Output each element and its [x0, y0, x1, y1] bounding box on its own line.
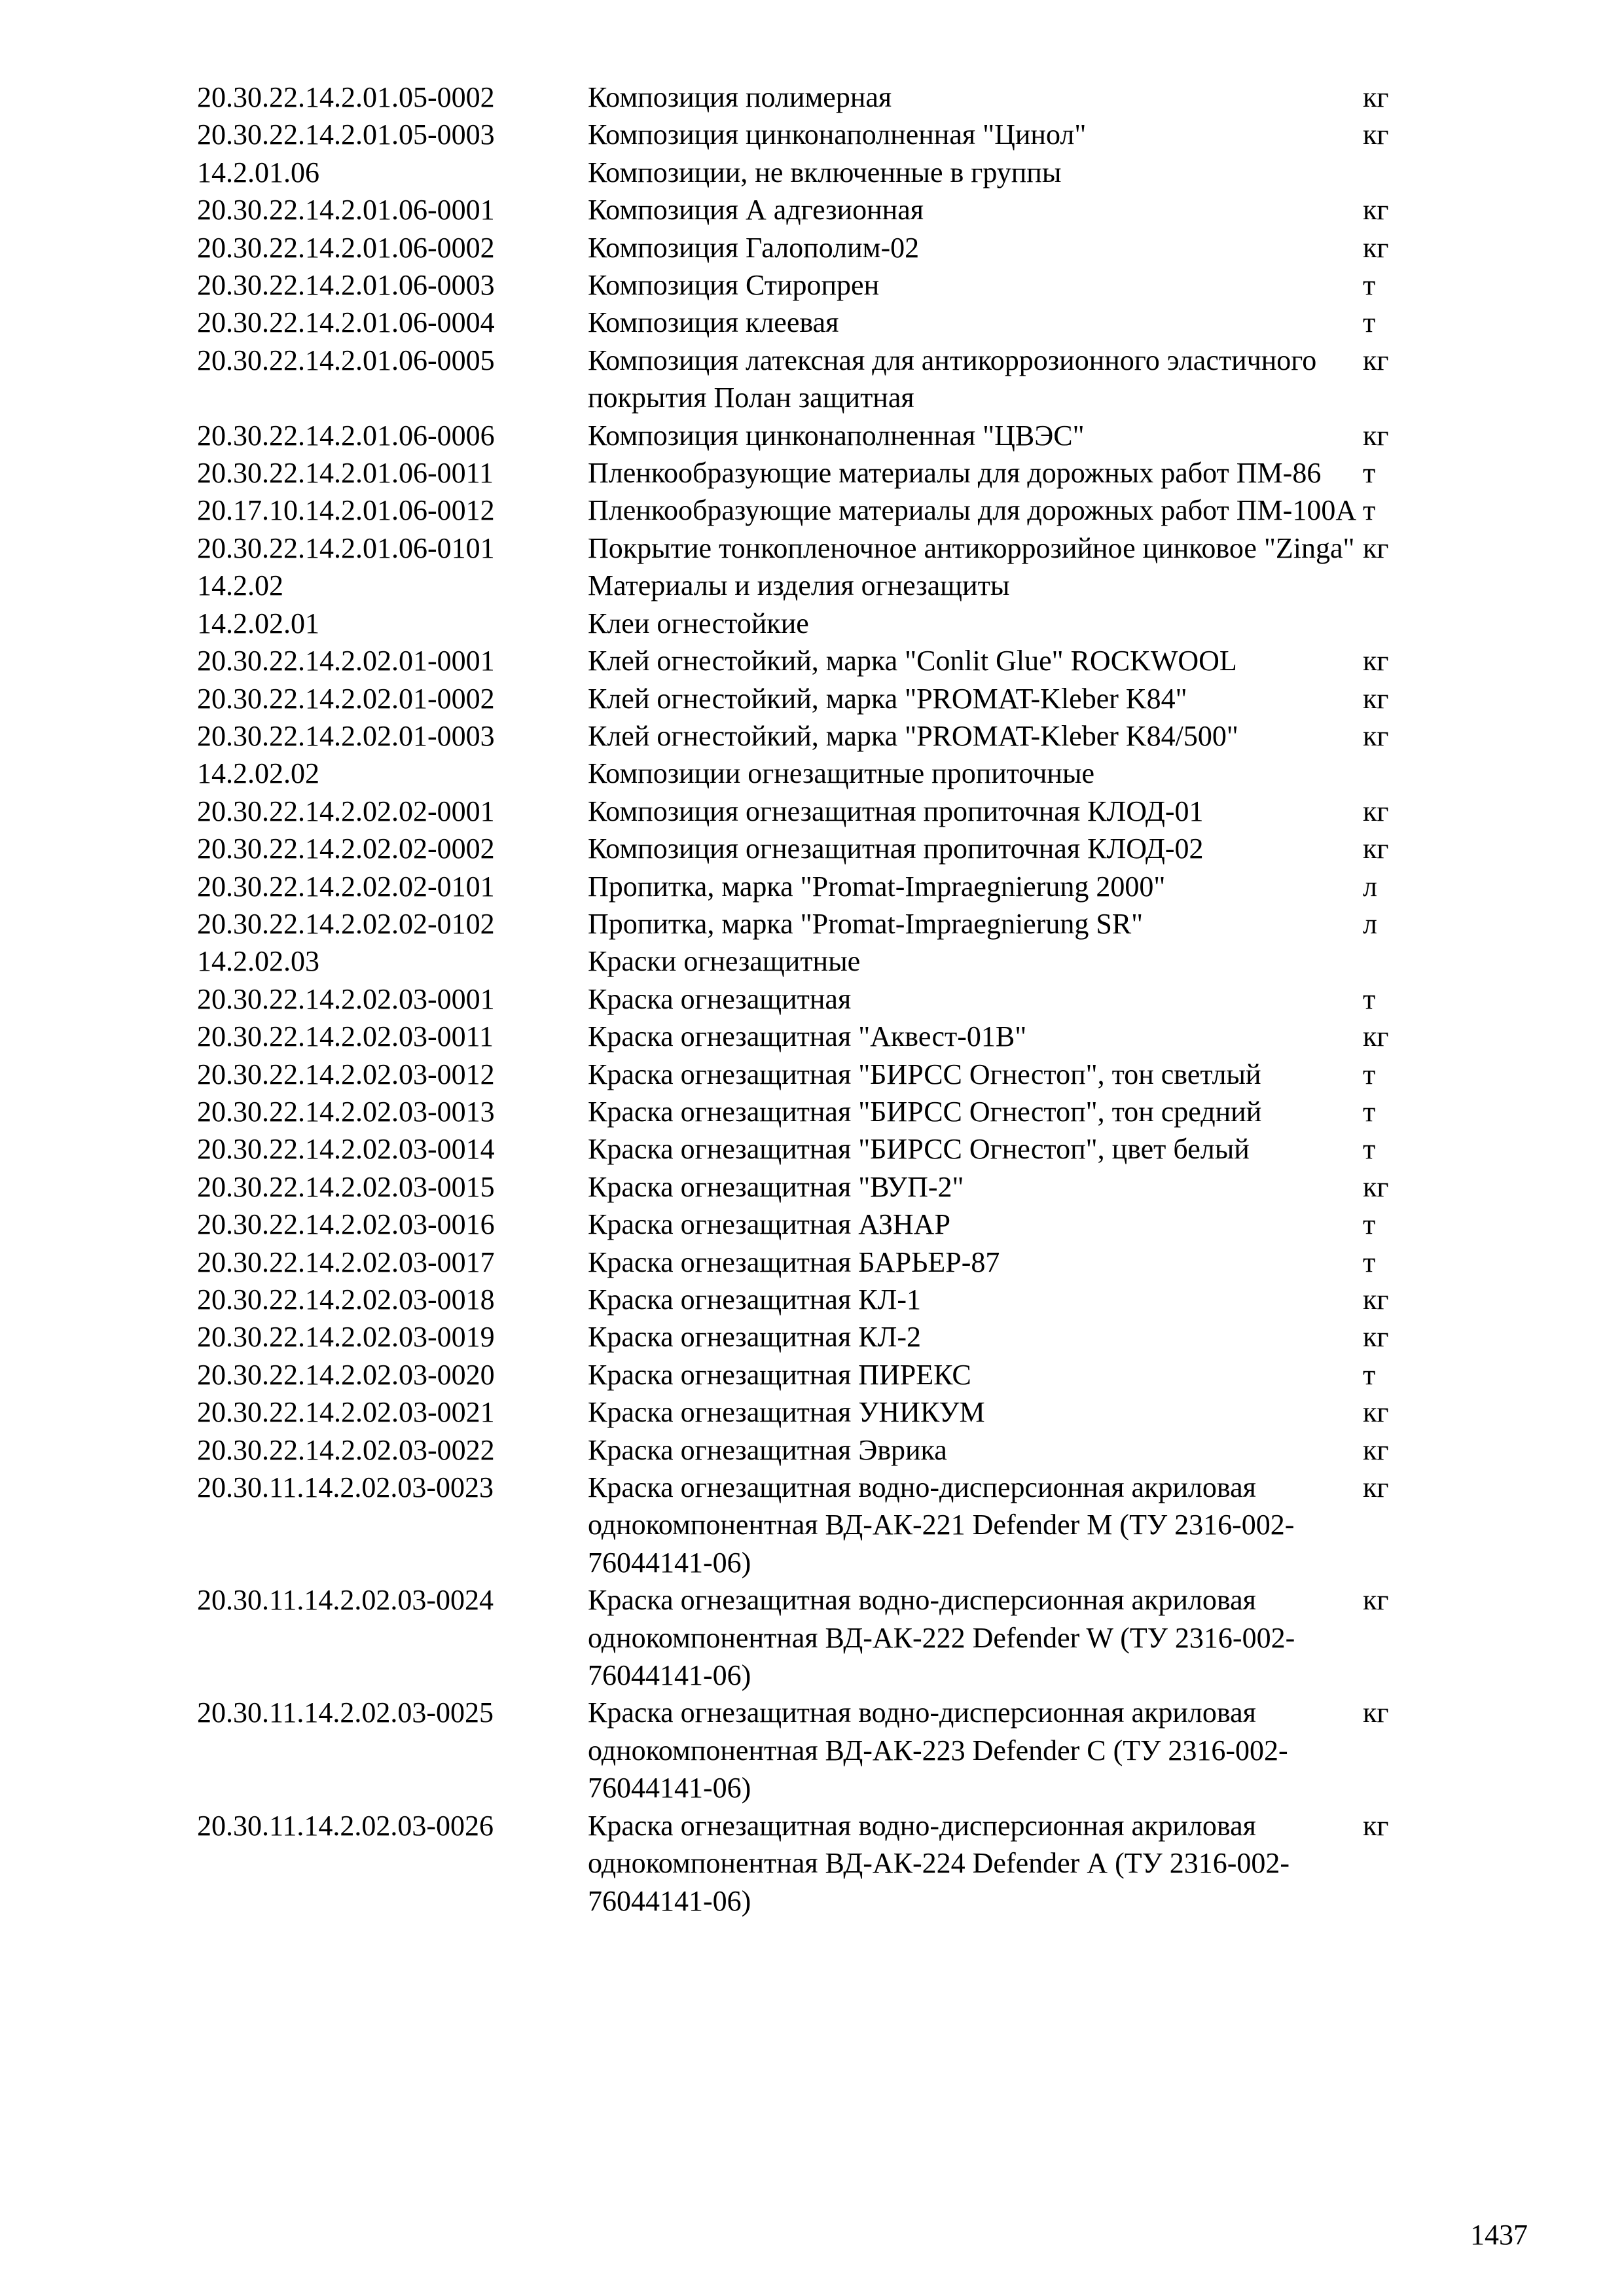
item-code: 20.30.22.14.2.01.06-0003	[197, 269, 495, 302]
item-code: 20.30.22.14.2.02.03-0013	[197, 1095, 495, 1128]
list-item	[197, 868, 1441, 905]
item-name: Композиция цинконаполненная "ЦВЭС"	[588, 419, 1085, 452]
item-unit: кг	[1363, 1396, 1389, 1429]
item-unit: т	[1363, 1246, 1376, 1278]
list-item	[197, 1056, 1441, 1093]
item-code: 20.30.11.14.2.02.03-0023	[197, 1471, 494, 1504]
item-name: Покрытие тонкопленочное антикоррозийное цинковое "Zinga"	[588, 531, 1355, 564]
item-name: Клей огнестойкий, марка "PROMAT-Kleber K84"	[588, 682, 1187, 715]
item-code: 20.30.22.14.2.02.02-0002	[197, 833, 495, 865]
item-unit: кг	[1363, 1696, 1389, 1729]
item-code: 14.2.02.01	[197, 607, 319, 639]
item-unit: т	[1363, 1058, 1376, 1090]
item-name: Клей огнестойкий, марка "Conlit Glue" ROCKWOOL	[588, 645, 1237, 677]
list-item	[197, 1093, 1441, 1130]
list-item	[197, 1168, 1441, 1206]
item-code: 20.30.22.14.2.02.03-0020	[197, 1358, 495, 1391]
item-code: 20.30.22.14.2.02.02-0001	[197, 795, 495, 827]
item-unit: кг	[1363, 1170, 1389, 1203]
item-name: Композиции, не включенные в группы	[588, 156, 1062, 188]
item-code: 20.30.22.14.2.01.06-0001	[197, 194, 495, 226]
item-name: Композиция А адгезионная	[588, 194, 924, 226]
item-unit: л	[1363, 907, 1377, 940]
item-code: 14.2.02.02	[197, 757, 319, 790]
item-name: Композиция огнезащитная пропиточная КЛОД-01	[588, 795, 1204, 827]
item-code: 20.30.22.14.2.01.05-0003	[197, 118, 495, 151]
list-item	[197, 1356, 1441, 1393]
item-unit: кг	[1363, 419, 1389, 452]
list-item	[197, 1469, 1441, 1581]
item-unit: кг	[1363, 833, 1389, 865]
item-code: 20.30.22.14.2.02.02-0101	[197, 870, 495, 903]
item-unit: кг	[1363, 1584, 1389, 1617]
item-name: Краска огнезащитная ПИРЕКС	[588, 1358, 971, 1391]
item-code: 20.30.22.14.2.02.03-0014	[197, 1133, 495, 1166]
list-item	[197, 1393, 1441, 1431]
item-name: Пропитка, марка "Promat-Impraegnierung SR"	[588, 907, 1144, 940]
item-name: Клей огнестойкий, марка "PROMAT-Kleber K84/500"	[588, 719, 1238, 752]
item-code: 20.30.22.14.2.01.06-0011	[197, 457, 494, 490]
item-name: Композиция латексная для антикоррозионного эластичного покрытия Полан защитная	[588, 344, 1317, 414]
item-unit: кг	[1363, 531, 1389, 564]
item-code: 14.2.01.06	[197, 156, 319, 188]
list-item	[197, 942, 1441, 980]
list-item	[197, 229, 1441, 266]
item-unit: кг	[1363, 231, 1389, 264]
item-code: 20.30.22.14.2.01.06-0005	[197, 344, 495, 376]
list-item	[197, 1431, 1441, 1469]
list-item	[197, 793, 1441, 830]
item-unit: кг	[1363, 645, 1389, 677]
list-item	[197, 116, 1441, 153]
item-name: Композиция Галополим-02	[588, 231, 920, 264]
item-unit: т	[1363, 306, 1376, 339]
item-name: Краска огнезащитная "ВУП-2"	[588, 1170, 964, 1203]
item-name: Краска огнезащитная БАРЬЕР-87	[588, 1246, 1000, 1278]
list-item	[197, 154, 1441, 191]
item-code: 20.30.22.14.2.02.03-0017	[197, 1246, 495, 1278]
item-name: Пленкообразующие материалы для дорожных работ ПМ-100А	[588, 494, 1357, 527]
item-unit: т	[1363, 269, 1376, 302]
item-code: 20.30.22.14.2.02.02-0102	[197, 907, 495, 940]
item-code: 20.30.22.14.2.02.03-0012	[197, 1058, 495, 1090]
item-name: Пропитка, марка "Promat-Impraegnierung 2000"	[588, 870, 1166, 903]
list-item	[197, 1018, 1441, 1055]
item-code: 20.30.11.14.2.02.03-0026	[197, 1809, 494, 1842]
list-item	[197, 717, 1441, 755]
item-code: 20.30.22.14.2.02.03-0016	[197, 1208, 495, 1241]
resource-classifier-list	[197, 79, 1441, 1920]
item-code: 14.2.02	[197, 569, 283, 602]
item-code: 20.17.10.14.2.01.06-0012	[197, 494, 495, 527]
item-name: Краска огнезащитная АЗНАР	[588, 1208, 950, 1241]
item-unit: кг	[1363, 194, 1389, 226]
item-name: Краска огнезащитная КЛ-2	[588, 1321, 922, 1354]
item-name: Краска огнезащитная "БИРСС Огнестоп", тон средний	[588, 1095, 1262, 1128]
item-unit: т	[1363, 457, 1376, 490]
item-name: Краска огнезащитная УНИКУМ	[588, 1396, 985, 1429]
item-unit: кг	[1363, 1809, 1389, 1842]
list-item	[197, 1206, 1441, 1243]
list-item	[197, 1318, 1441, 1355]
item-code: 14.2.02.03	[197, 945, 319, 978]
item-unit: т	[1363, 1358, 1376, 1391]
item-unit: кг	[1363, 1283, 1389, 1316]
item-unit: кг	[1363, 719, 1389, 752]
list-item	[197, 492, 1441, 529]
list-item	[197, 1281, 1441, 1318]
item-name: Материалы и изделия огнезащиты	[588, 569, 1010, 602]
list-item	[197, 755, 1441, 792]
list-item	[197, 830, 1441, 867]
list-item	[197, 1807, 1441, 1920]
item-code: 20.30.22.14.2.02.03-0022	[197, 1433, 495, 1466]
list-item	[197, 1694, 1441, 1806]
item-name: Краска огнезащитная Эврика	[588, 1433, 947, 1466]
list-item	[197, 529, 1441, 567]
item-unit: кг	[1363, 682, 1389, 715]
item-code: 20.30.22.14.2.02.03-0018	[197, 1283, 495, 1316]
item-unit: т	[1363, 494, 1376, 527]
item-unit: кг	[1363, 81, 1389, 113]
item-code: 20.30.22.14.2.01.06-0002	[197, 231, 495, 264]
item-name: Композиция цинконаполненная "Цинол"	[588, 118, 1087, 151]
list-item	[197, 79, 1441, 116]
item-unit: кг	[1363, 1020, 1389, 1053]
item-unit: л	[1363, 870, 1377, 903]
item-unit: кг	[1363, 1471, 1389, 1504]
item-code: 20.30.22.14.2.01.06-0004	[197, 306, 495, 339]
item-name: Краска огнезащитная "БИРСС Огнестоп", тон светлый	[588, 1058, 1261, 1090]
item-code: 20.30.22.14.2.02.03-0015	[197, 1170, 495, 1203]
list-item	[197, 567, 1441, 604]
item-unit: т	[1363, 1095, 1376, 1128]
list-item	[197, 680, 1441, 717]
list-item	[197, 980, 1441, 1018]
list-item	[197, 1581, 1441, 1694]
list-item	[197, 266, 1441, 304]
item-unit: кг	[1363, 1321, 1389, 1354]
list-item	[197, 417, 1441, 454]
item-name: Краска огнезащитная	[588, 982, 852, 1015]
list-item	[197, 304, 1441, 341]
item-name: Краска огнезащитная водно-дисперсионная акриловая однокомпонентная ВД-АК-222 Defender W (ТУ 2316-002-76044141-06)	[588, 1584, 1295, 1692]
item-name: Композиция полимерная	[588, 81, 892, 113]
item-name: Краска огнезащитная КЛ-1	[588, 1283, 922, 1316]
list-item	[197, 454, 1441, 492]
list-item	[197, 342, 1441, 417]
page-number: 1437	[1470, 2219, 1528, 2251]
item-code: 20.30.22.14.2.02.03-0019	[197, 1321, 495, 1354]
item-unit: кг	[1363, 118, 1389, 151]
list-item	[197, 191, 1441, 228]
item-unit: т	[1363, 1133, 1376, 1166]
item-code: 20.30.22.14.2.02.03-0021	[197, 1396, 495, 1429]
item-name: Клеи огнестойкие	[588, 607, 809, 639]
item-name: Краска огнезащитная "Аквест-01В"	[588, 1020, 1027, 1053]
item-code: 20.30.22.14.2.01.05-0002	[197, 81, 495, 113]
item-name: Краска огнезащитная водно-дисперсионная акриловая однокомпонентная ВД-АК-221 Defender M (ТУ 2316-002-76044141-06)	[588, 1471, 1295, 1579]
item-name: Краски огнезащитные	[588, 945, 861, 978]
item-code: 20.30.22.14.2.01.06-0101	[197, 531, 495, 564]
item-code: 20.30.22.14.2.01.06-0006	[197, 419, 495, 452]
item-name: Композиция огнезащитная пропиточная КЛОД-02	[588, 833, 1204, 865]
item-code: 20.30.22.14.2.02.01-0001	[197, 645, 495, 677]
item-name: Краска огнезащитная водно-дисперсионная акриловая однокомпонентная ВД-АК-223 Defender С (ТУ 2316-002-76044141-06)	[588, 1696, 1288, 1804]
item-name: Композиции огнезащитные пропиточные	[588, 757, 1095, 790]
item-name: Краска огнезащитная "БИРСС Огнестоп", цвет белый	[588, 1133, 1250, 1166]
item-unit: кг	[1363, 344, 1389, 376]
list-item	[197, 1130, 1441, 1168]
item-name: Композиция Стиропрен	[588, 269, 880, 302]
item-code: 20.30.11.14.2.02.03-0025	[197, 1696, 494, 1729]
item-code: 20.30.11.14.2.02.03-0024	[197, 1584, 494, 1617]
item-code: 20.30.22.14.2.02.01-0002	[197, 682, 495, 715]
item-code: 20.30.22.14.2.02.03-0001	[197, 982, 495, 1015]
item-code: 20.30.22.14.2.02.03-0011	[197, 1020, 494, 1053]
item-code: 20.30.22.14.2.02.01-0003	[197, 719, 495, 752]
list-item	[197, 642, 1441, 679]
item-unit: кг	[1363, 795, 1389, 827]
item-unit: т	[1363, 1208, 1376, 1241]
item-name: Краска огнезащитная водно-дисперсионная акриловая однокомпонентная ВД-АК-224 Defender А (ТУ 2316-002-76044141-06)	[588, 1809, 1290, 1917]
item-unit: т	[1363, 982, 1376, 1015]
list-item	[197, 1244, 1441, 1281]
list-item	[197, 605, 1441, 642]
item-name: Пленкообразующие материалы для дорожных работ ПМ-86	[588, 457, 1322, 490]
item-unit: кг	[1363, 1433, 1389, 1466]
item-name: Композиция клеевая	[588, 306, 839, 339]
list-item	[197, 905, 1441, 942]
